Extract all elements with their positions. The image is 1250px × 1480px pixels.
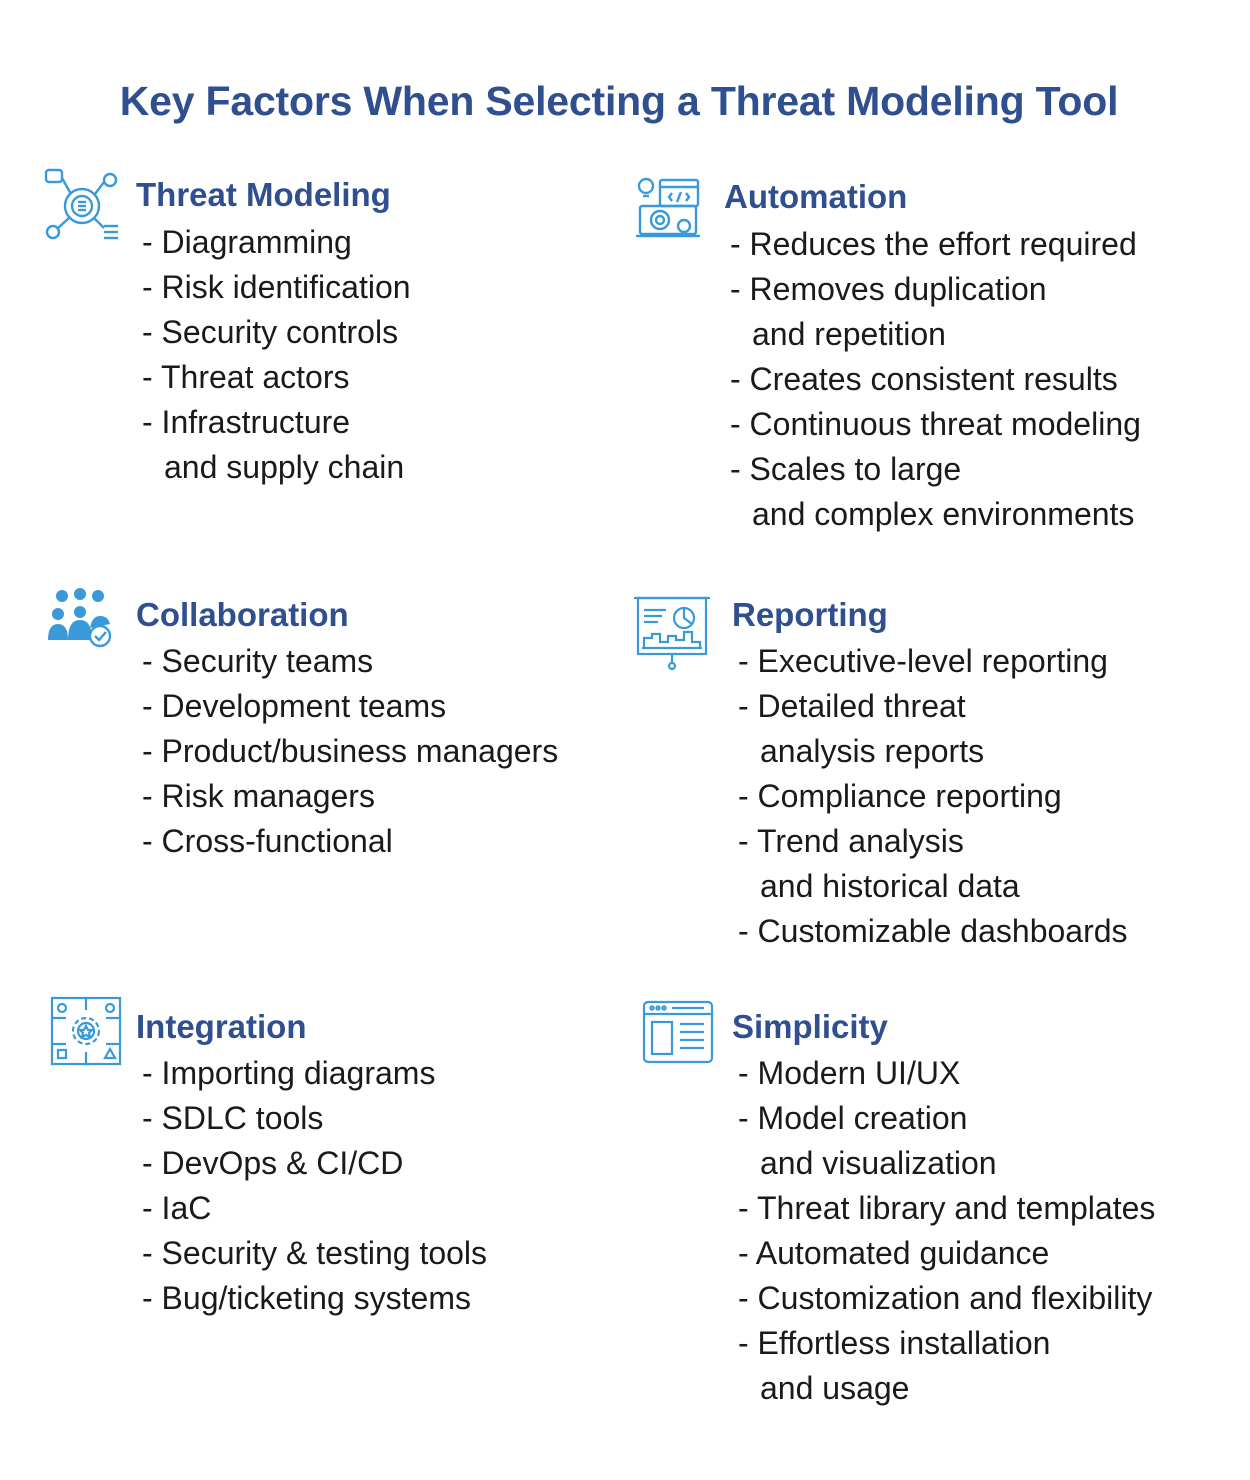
list-item: - Security controls [142,314,399,350]
list-item: - Compliance reporting [738,778,1062,814]
list-item: - Continuous threat modeling [730,406,1141,442]
list-item: - Detailed threat analysis reports [738,688,985,769]
list-item: - Threat library and templates [738,1190,1156,1226]
item-list [730,222,1141,537]
team-check-icon [46,588,114,648]
list-item: - Customization and flexibility [738,1280,1153,1316]
list-item: - Customizable dashboards [738,913,1128,949]
section-title: Simplicity [732,1008,888,1045]
presentation-board-icon [632,592,712,670]
item-list [738,1051,1155,1411]
list-item: - Effortless installation and usage [738,1325,1051,1406]
list-item: - Risk managers [142,778,375,814]
list-item: - SDLC tools [142,1100,324,1136]
list-item: - Creates consistent results [730,361,1118,397]
list-item: - Product/business managers [142,733,559,769]
list-item: - DevOps & CI/CD [142,1145,404,1181]
list-item: - Development teams [142,688,447,724]
list-item: - Model creation and visualization [738,1100,997,1181]
list-item: - Reduces the effort required [730,226,1137,262]
item-list [142,639,558,864]
item-list [738,639,1128,954]
list-item: - Automated guidance [738,1235,1050,1271]
list-item: - Cross-functional [142,823,393,859]
list-item: - Trend analysis and historical data [738,823,1020,904]
list-item: - Scales to large and complex environments [730,451,1135,532]
list-item: - Removes duplication and repetition [730,271,1047,352]
section-title: Reporting [732,596,888,633]
browser-window-icon [642,1000,714,1064]
list-item: - Security & testing tools [142,1235,488,1271]
list-item: - Bug/ticketing systems [142,1280,471,1316]
integration-gear-icon [50,996,122,1066]
automation-gear-icon [636,176,702,240]
network-magnifier-icon [44,168,122,244]
list-item: - Diagramming [142,224,352,260]
list-item: - Security teams [142,643,374,679]
list-item: - Modern UI/UX [738,1055,961,1091]
section-title: Collaboration [136,596,349,633]
list-item: - IaC [142,1190,212,1226]
list-item: - Risk identification [142,269,411,305]
list-item: - Threat actors [142,359,350,395]
section-title: Threat Modeling [136,176,391,213]
section-title: Integration [136,1008,307,1045]
section-title: Automation [724,178,908,215]
list-item: - Infrastructure and supply chain [142,404,405,485]
item-list [142,220,411,490]
item-list [142,1051,487,1321]
list-item: - Executive-level reporting [738,643,1108,679]
page-title: Key Factors When Selecting a Threat Modeling Tool [119,78,1119,124]
list-item: - Importing diagrams [142,1055,436,1091]
